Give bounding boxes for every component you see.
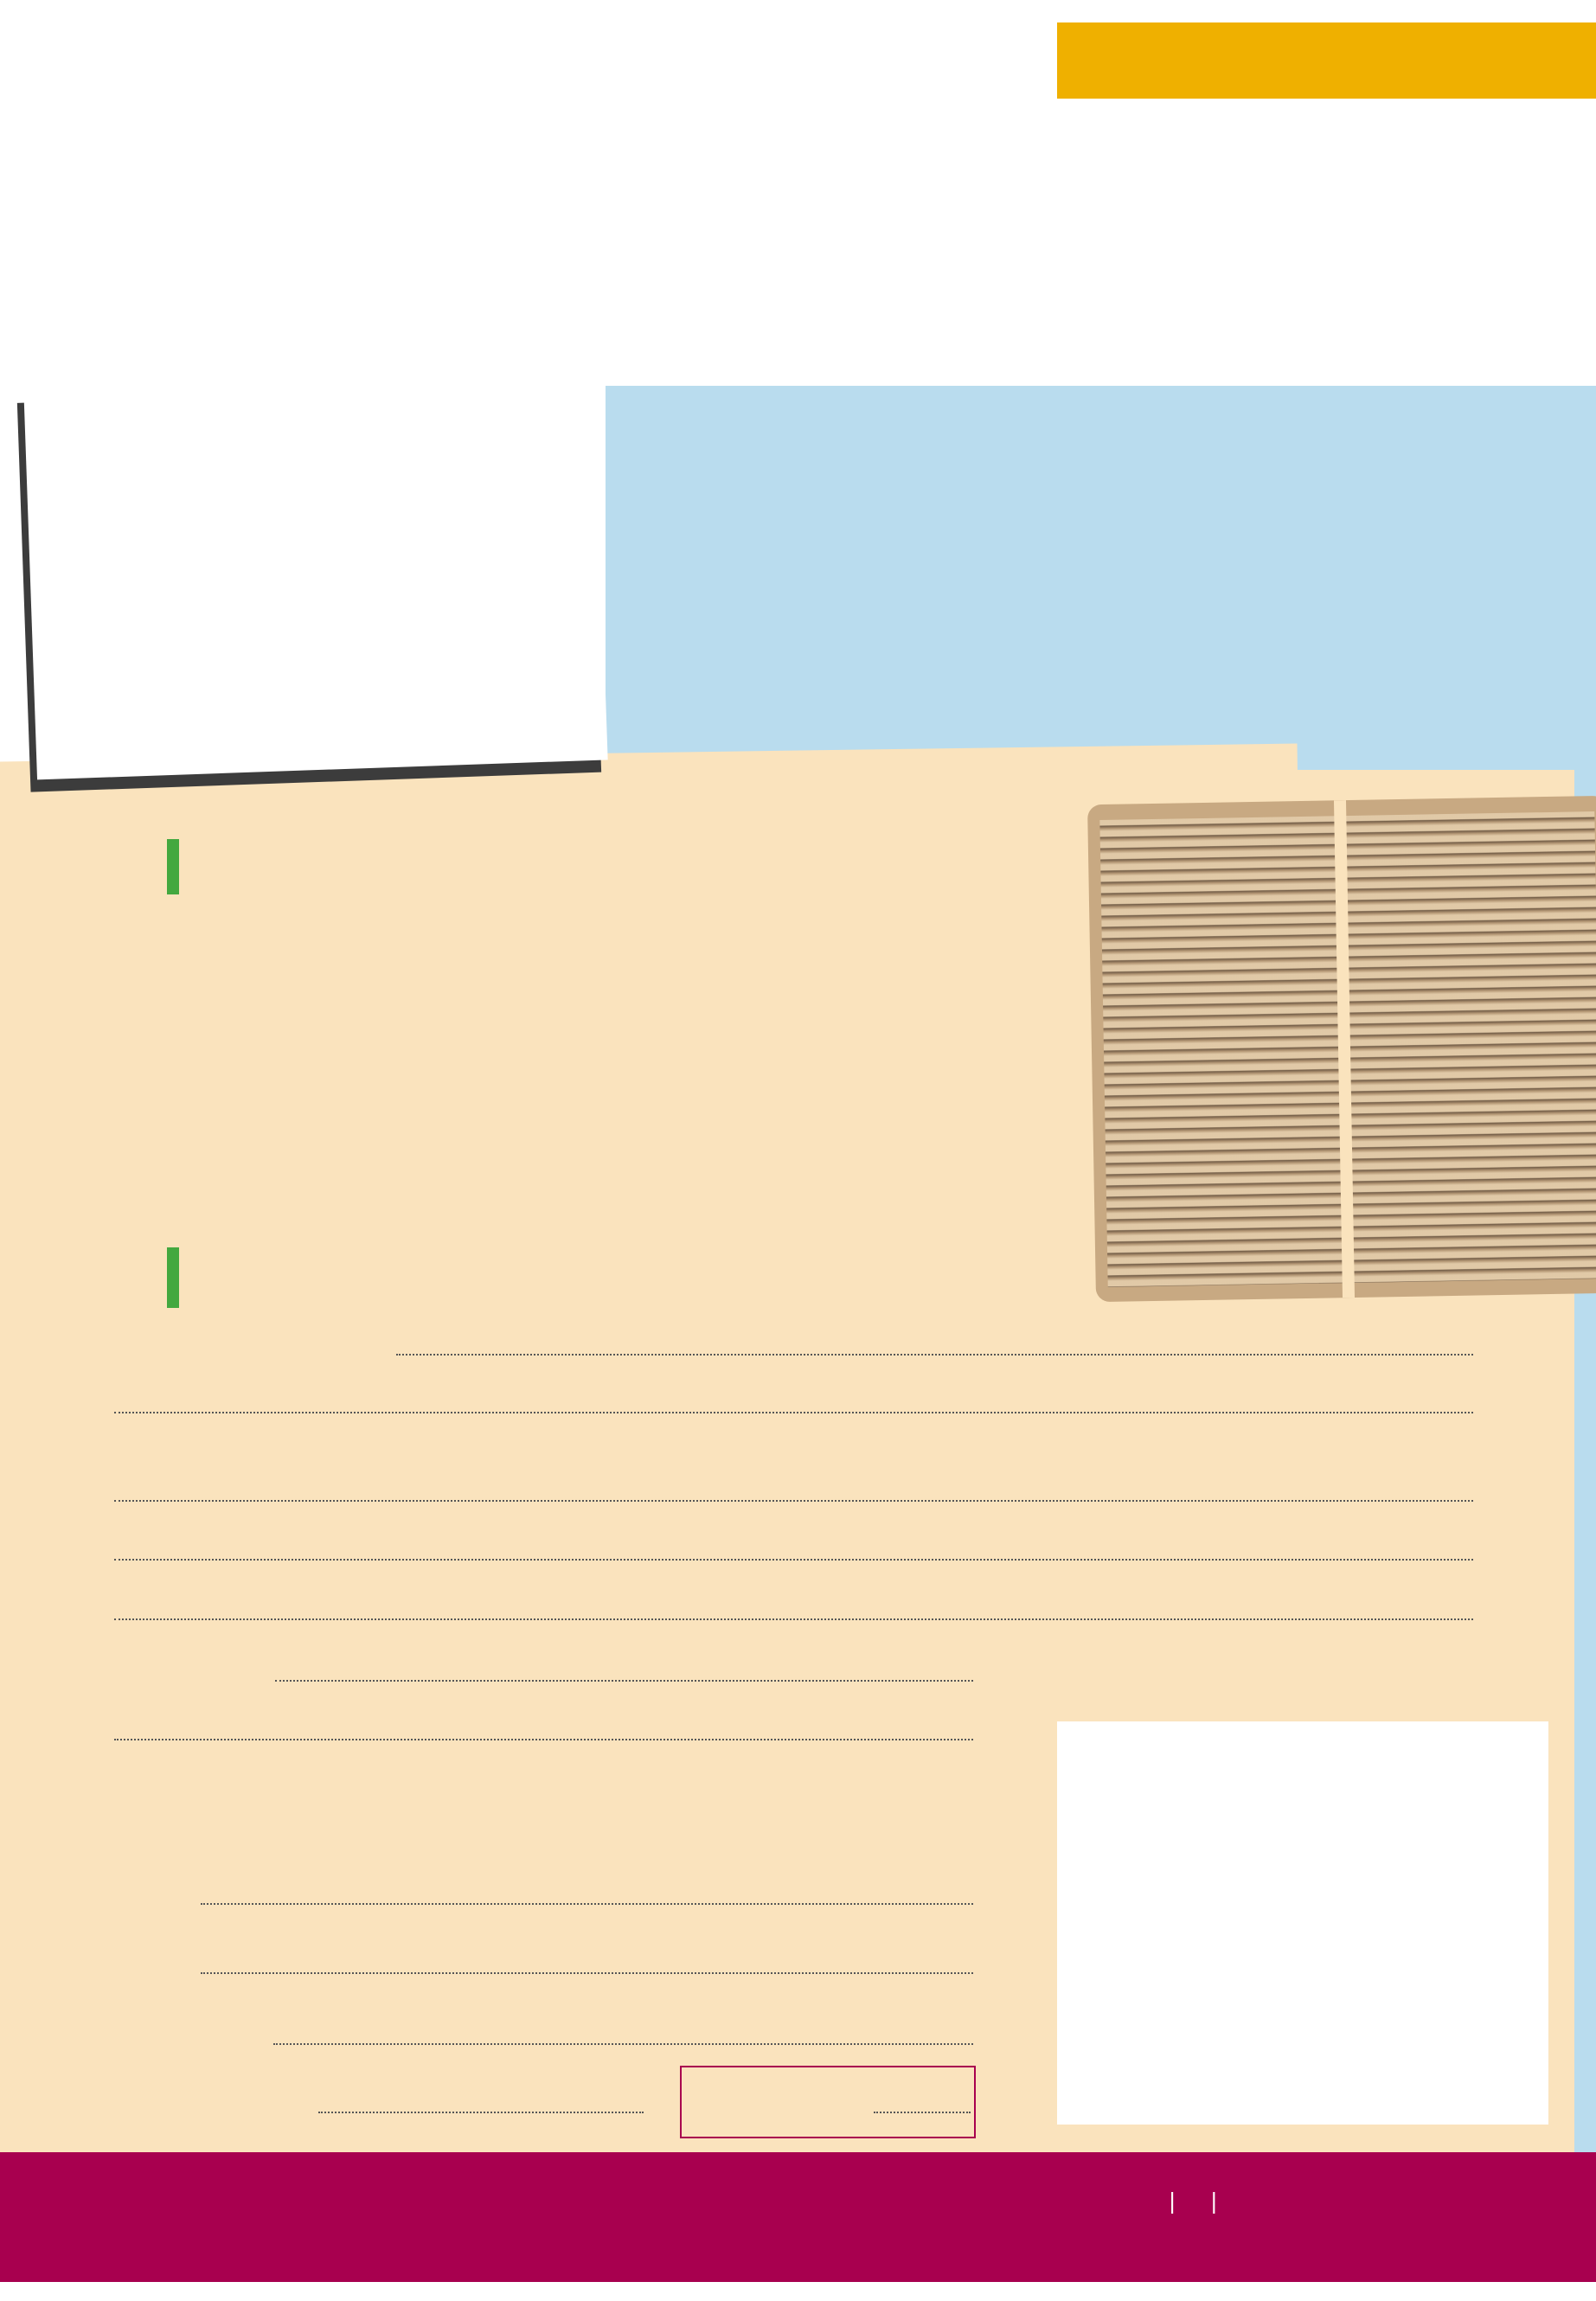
birthdate-field[interactable]	[318, 2112, 644, 2113]
points-field[interactable]	[874, 2112, 971, 2113]
address-field[interactable]	[201, 1972, 973, 1974]
footer-separator: |	[1155, 2189, 1190, 2214]
info-box	[1057, 1721, 1548, 2125]
answer-line-where-2[interactable]	[114, 1412, 1473, 1413]
answer-line-meaning-2[interactable]	[114, 1559, 1473, 1561]
answer-line-meaning-3[interactable]	[114, 1618, 1473, 1620]
footer-separator: |	[1196, 2189, 1232, 2214]
points-box	[680, 2066, 976, 2138]
footer	[1155, 2189, 1231, 2214]
answer-line-live[interactable]	[275, 1680, 973, 1682]
answer-line-where[interactable]	[396, 1354, 1473, 1356]
puzzle-letter-row	[167, 839, 179, 894]
answer-line-live-2[interactable]	[114, 1739, 973, 1740]
name-field[interactable]	[201, 1903, 973, 1905]
puzzle-answer-row	[167, 1247, 179, 1308]
city-field[interactable]	[273, 2043, 973, 2045]
footer-bar	[0, 2152, 1596, 2282]
answer-line-meaning-1[interactable]	[114, 1500, 1473, 1502]
